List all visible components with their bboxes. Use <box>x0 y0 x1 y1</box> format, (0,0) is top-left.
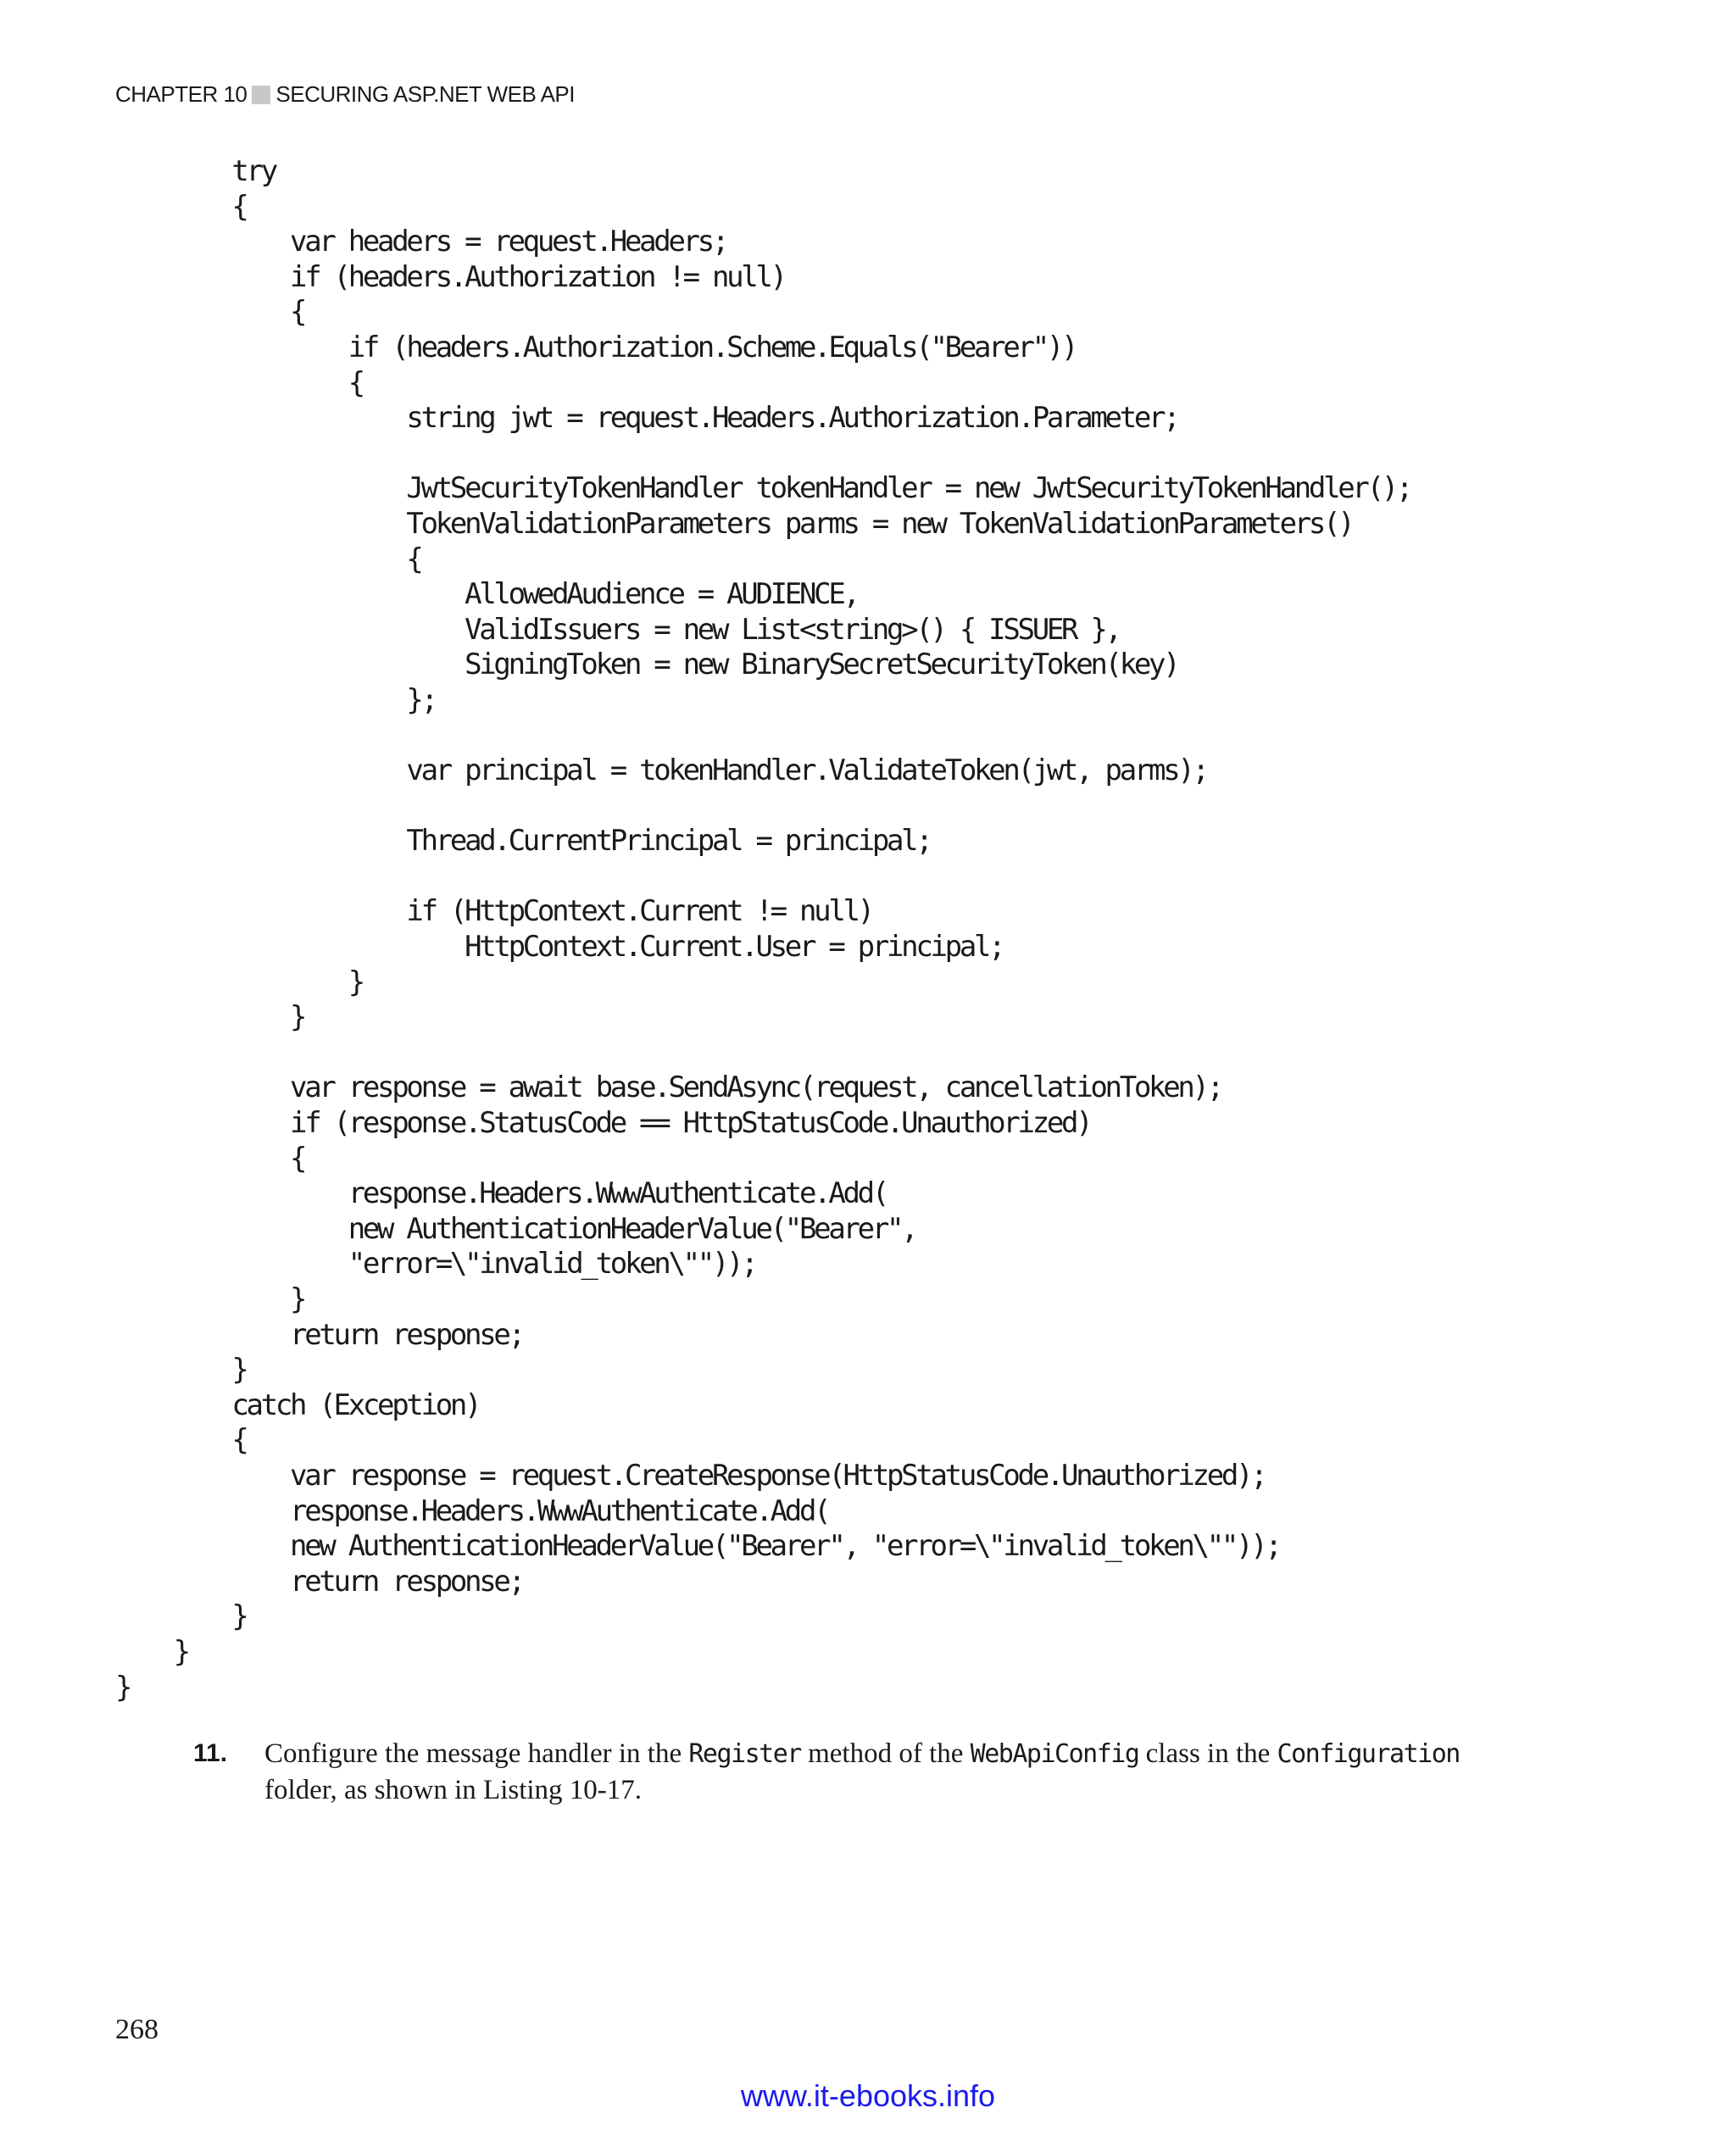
watermark-link[interactable]: www.it-ebooks.info <box>740 2078 996 2113</box>
square-bullet-icon <box>252 86 270 104</box>
running-head <box>115 81 575 108</box>
inline-code-webapiconfig: WebApiConfig <box>970 1739 1139 1769</box>
step-text-part: class in the <box>1138 1738 1277 1769</box>
step-text-part: folder, as shown in Listing 10-17. <box>264 1775 643 1805</box>
chapter-label: CHAPTER 10 <box>115 81 248 107</box>
numbered-step <box>193 1736 1465 1808</box>
step-number: 11. <box>193 1739 228 1767</box>
inline-code-register: Register <box>688 1739 801 1769</box>
step-text <box>264 1736 1465 1808</box>
step-text-part: method of the <box>800 1738 971 1769</box>
chapter-title: SECURING ASP.NET WEB API <box>275 81 575 107</box>
step-text-part: Configure the message handler in the <box>264 1738 689 1769</box>
page-number: 268 <box>115 2014 159 2045</box>
inline-code-configuration: Configuration <box>1277 1739 1460 1769</box>
code-listing: try { var headers = request.Headers; if (headers.Authorization != null) { if (headers.Authorization.Scheme.Equals("Bearer")) { string jwt = request.Headers.Authorization.Parameter; JwtSecurityTokenHandler tokenHandler = new JwtSecurityTokenHandler(); TokenValidationParameters parms = new TokenValidationParameters() { AllowedAudience = AUDIENCE, ValidIssuers = new List<string>() { ISSUER }, SigningToken = new BinarySecretSecurityToken(key) }; var principal = tokenHandler.ValidateToken(jwt, parms); Thread.CurrentPrincipal = principal; if (HttpContext.Current != null) HttpContext.Current.User = principal; } } var response = await base.SendAsync(request, cancellationToken); if (response.StatusCode == HttpStatusCode.Unauthorized) { response.Headers.WwwAuthenticate.Add( new AuthenticationHeaderValue("Bearer", "error=\"invalid_token\"")); } return response; } catch (Exception) { var response = request.CreateResponse(HttpStatusCode.Unauthorized); response.Headers.WwwAuthenticate.Add( new AuthenticationHeaderValue("Bearer", "error=\"invalid_token\"")); return response; } } } <box>115 154 1411 1704</box>
